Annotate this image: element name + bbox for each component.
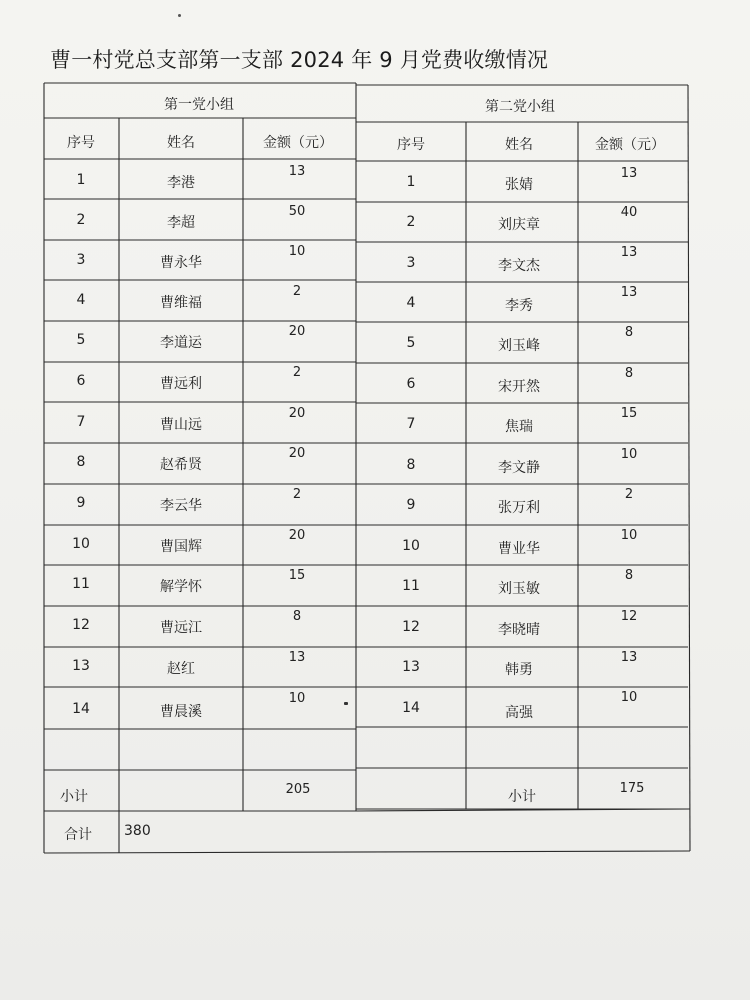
group1-row-no: 5 bbox=[76, 332, 86, 348]
group2-row-amount: 10 bbox=[620, 690, 638, 705]
group1-row-amount: 10 bbox=[288, 691, 306, 706]
group1-subtotal-value: 205 bbox=[285, 782, 311, 797]
pen-mark bbox=[344, 702, 348, 705]
group2-subtotal-value: 175 bbox=[619, 781, 645, 796]
group1-row-amount: 13 bbox=[288, 650, 306, 665]
group2-row-amount: 10 bbox=[620, 447, 638, 462]
group2-row-amount: 10 bbox=[620, 528, 638, 543]
group2-row-name: 焦瑞 bbox=[505, 419, 533, 435]
group2-row-name: 刘玉峰 bbox=[498, 338, 540, 354]
group2-row-no: 6 bbox=[406, 376, 416, 392]
group2-row-name: 刘庆章 bbox=[498, 217, 540, 233]
group1-row-name: 解学怀 bbox=[160, 579, 202, 595]
group1-row-amount: 2 bbox=[292, 284, 302, 299]
group2-row-no: 14 bbox=[402, 700, 420, 716]
group1-row-no: 10 bbox=[72, 536, 90, 552]
group2-row-name: 宋开然 bbox=[498, 379, 540, 395]
group1-row-amount: 20 bbox=[288, 446, 306, 461]
group2-row-name: 李文杰 bbox=[498, 258, 540, 274]
group1-row-name: 赵希贤 bbox=[160, 457, 202, 473]
group1-row-amount: 50 bbox=[288, 204, 306, 219]
group1-row-name: 曹国辉 bbox=[160, 539, 202, 555]
total-value: 380 bbox=[124, 823, 151, 839]
group1-row-name: 赵红 bbox=[167, 661, 195, 677]
group1-row-no: 13 bbox=[72, 658, 90, 674]
group2-row-no: 5 bbox=[406, 335, 416, 351]
group2-row-name: 李秀 bbox=[505, 298, 533, 314]
group1-row-amount: 20 bbox=[288, 324, 306, 339]
group2-row-no: 13 bbox=[402, 659, 420, 675]
group2-row-name: 张婧 bbox=[505, 177, 533, 193]
group1-row-amount: 15 bbox=[288, 568, 306, 583]
group2-row-name: 高强 bbox=[505, 705, 533, 721]
group2-row-name: 韩勇 bbox=[505, 662, 533, 678]
group2-row-name: 曹业华 bbox=[498, 541, 540, 557]
group1-row-name: 李云华 bbox=[160, 498, 202, 514]
group1-row-name: 曹山远 bbox=[160, 417, 202, 433]
group1-row-no: 12 bbox=[72, 617, 90, 633]
total-row-line bbox=[44, 851, 690, 853]
group2-row-no: 1 bbox=[406, 174, 416, 190]
page-title: 曹一村党总支部第一支部 2024 年 9 月党费收缴情况 bbox=[50, 48, 549, 72]
group2-row-name: 张万利 bbox=[498, 500, 540, 516]
group1-row-no: 8 bbox=[76, 454, 86, 470]
group1-row-no: 4 bbox=[76, 292, 86, 308]
group1-row-amount: 8 bbox=[292, 609, 302, 624]
group1-row-name: 李道运 bbox=[160, 335, 202, 351]
group1-row-no: 7 bbox=[76, 414, 86, 430]
group1-col-no-header: 序号 bbox=[67, 135, 95, 151]
group1-row-name: 曹永华 bbox=[160, 255, 202, 271]
group2-row-amount: 12 bbox=[620, 609, 638, 624]
group1-row-amount: 2 bbox=[292, 365, 302, 380]
group2-row-no: 8 bbox=[406, 457, 416, 473]
group1-row-name: 曹晨溪 bbox=[160, 704, 202, 720]
group1-row-name: 曹维福 bbox=[160, 295, 202, 311]
group2-col-amount-header: 金额（元） bbox=[595, 137, 665, 153]
group1-row-no: 1 bbox=[76, 172, 86, 188]
group2-row-no: 12 bbox=[402, 619, 420, 635]
group2-row-amount: 8 bbox=[624, 568, 634, 583]
group2-row-amount: 2 bbox=[624, 487, 634, 502]
group2-row-no: 11 bbox=[402, 578, 420, 594]
group2-row-name: 李文静 bbox=[498, 460, 540, 476]
group1-row-amount: 20 bbox=[288, 528, 306, 543]
group2-col-name-header: 姓名 bbox=[505, 137, 533, 153]
group1-row-amount: 10 bbox=[288, 244, 306, 259]
group2-row-amount: 40 bbox=[620, 205, 638, 220]
group2-row-no: 7 bbox=[406, 416, 416, 432]
group2-row-no: 10 bbox=[402, 538, 420, 554]
group2-row-amount: 13 bbox=[620, 166, 638, 181]
group1-row-no: 3 bbox=[76, 252, 86, 268]
group1-row-name: 李超 bbox=[167, 215, 195, 231]
group1-row-no: 6 bbox=[76, 373, 86, 389]
group2-row-no: 2 bbox=[406, 214, 416, 230]
group1-row-no: 9 bbox=[76, 495, 86, 511]
group2-row-amount: 8 bbox=[624, 325, 634, 340]
group1-row-amount: 20 bbox=[288, 406, 306, 421]
group2-row-amount: 13 bbox=[620, 650, 638, 665]
group2-header: 第二党小组 bbox=[485, 99, 555, 115]
group2-row-amount: 13 bbox=[620, 285, 638, 300]
group2-row-no: 3 bbox=[406, 255, 416, 271]
group1-row-name: 曹远江 bbox=[160, 620, 202, 636]
group2-row-name: 李晓晴 bbox=[498, 622, 540, 638]
group2-row-amount: 15 bbox=[620, 406, 638, 421]
group1-row-amount: 13 bbox=[288, 164, 306, 179]
group1-col-name-header: 姓名 bbox=[167, 135, 195, 151]
group1-row-no: 2 bbox=[76, 212, 86, 228]
group2-row-amount: 13 bbox=[620, 245, 638, 260]
group2-row-no: 4 bbox=[406, 295, 416, 311]
group1-row-no: 11 bbox=[72, 576, 90, 592]
group2-row-amount: 8 bbox=[624, 366, 634, 381]
group2-row-no: 9 bbox=[406, 497, 416, 513]
group1-subtotal-label: 小计 bbox=[60, 789, 88, 805]
group1-col-amount-header: 金额（元） bbox=[263, 135, 333, 151]
group1-row-amount: 2 bbox=[292, 487, 302, 502]
group2-row-name: 刘玉敏 bbox=[498, 581, 540, 597]
group1-header: 第一党小组 bbox=[164, 97, 234, 113]
group1-row-no: 14 bbox=[72, 701, 90, 717]
group2-subtotal-label: 小计 bbox=[508, 789, 536, 805]
total-label: 合计 bbox=[64, 827, 92, 843]
group1-row-name: 曹远利 bbox=[160, 376, 202, 392]
table-right-border bbox=[688, 85, 690, 851]
group2-col-no-header: 序号 bbox=[397, 137, 425, 153]
group1-row-name: 李港 bbox=[167, 175, 195, 191]
